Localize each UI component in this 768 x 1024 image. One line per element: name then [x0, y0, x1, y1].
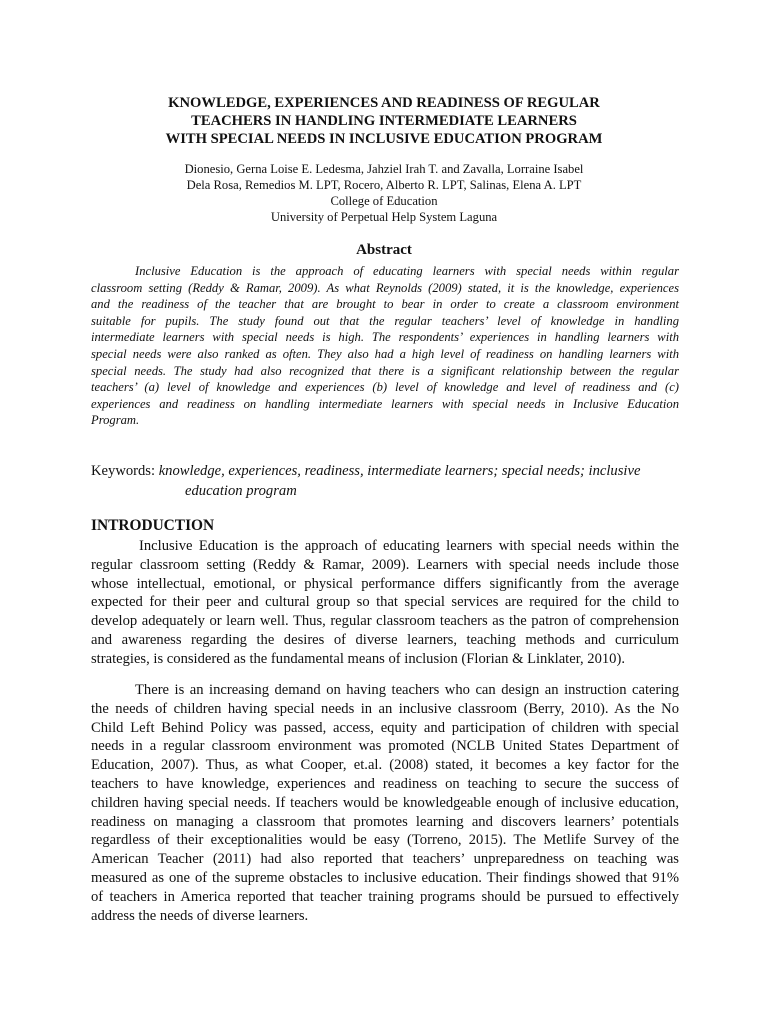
keywords-text: knowledge, experiences, readiness, intermediate learners; special needs; inclusive	[158, 463, 641, 479]
abstract-line: special needs were also ranked as often. They also had a high level of readiness on handling learners with	[91, 346, 679, 361]
paragraph-line: regular classroom setting (Reddy & Ramar, 2009). Learners with special needs include those	[91, 556, 679, 573]
keywords-text-continued: education program	[185, 483, 297, 499]
title-line: TEACHERS IN HANDLING INTERMEDIATE LEARNERS	[191, 113, 577, 129]
title-line: WITH SPECIAL NEEDS IN INCLUSIVE EDUCATION PROGRAM	[165, 131, 603, 147]
keywords-label: Keywords:	[91, 463, 156, 479]
abstract-line: Inclusive Education is the approach of educating learners with special needs within regular	[135, 264, 679, 278]
paragraph-line: expected for their peer and cultural group so that special services are required for the child to	[91, 594, 679, 611]
paragraph-line: Inclusive Education is the approach of educating learners with special needs within the	[139, 538, 679, 554]
paragraph-line: readiness on managing a classroom that promotes learning and discovers learners’ potentials	[91, 813, 679, 830]
paragraph-line: develop adequately or learn well. Thus, regular classroom teachers as the patron of comprehension	[91, 613, 679, 630]
paragraph-line: of teachers in America reported that teacher training programs should be pursued to effectively	[91, 888, 679, 905]
abstract-line: special needs. The study had also recognized that there is a significant relationship between the regular	[91, 363, 679, 378]
abstract-line: Program.	[91, 413, 140, 428]
author-line: Dela Rosa, Remedios M. LPT, Rocero, Alberto R. LPT, Salinas, Elena A. LPT	[186, 178, 582, 192]
paragraph-line: strategies, is considered as the fundamental means of inclusion (Florian & Linklater, 2010).	[91, 650, 625, 667]
paragraph-line: Child Left Behind Policy was passed, access, equity and participation of children with special	[91, 719, 679, 736]
paragraph-line: regardless of their exceptionalities would be easy (Torreno, 2015). The Metlife Survey of the	[91, 832, 679, 849]
abstract-line: teachers’ (a) level of knowledge and experiences (b) level of knowledge and level of readiness and (c)	[91, 380, 679, 395]
paragraph-line: address the needs of diverse learners.	[91, 907, 309, 924]
paper-title	[90, 94, 678, 148]
author-line: Dionesio, Gerna Loise E. Ledesma, Jahziel Irah T. and Zavalla, Lorraine Isabel	[184, 162, 584, 176]
abstract-line: classroom setting (Reddy & Ramar, 2009). As what Reynolds (2009) stated, it is the knowledge, experiences	[91, 280, 679, 295]
paragraph-line: There is an increasing demand on having teachers who can design an instruction catering	[135, 682, 679, 698]
paragraph-line: Education, 2007). Thus, as what Cooper, et.al. (2008) stated, it becomes a key factor for the	[91, 757, 679, 774]
title-line: KNOWLEDGE, EXPERIENCES AND READINESS OF REGULAR	[168, 95, 600, 111]
paragraph-line: children having special needs. If teachers would be knowledgeable enough of inclusive education,	[91, 794, 679, 811]
keywords-row	[91, 461, 679, 481]
abstract-line: experiences and readiness on handling intermediate learners with special needs in Inclusive Education	[91, 396, 679, 411]
paragraph-line: measured as one of the supreme obstacles to inclusive education. Their findings showed that 91%	[91, 869, 679, 886]
paragraph-line: and awareness regarding the desires of diverse learners, teaching methods and curriculum	[91, 631, 679, 648]
abstract-line: intermediate learners with special needs is high. The respondents’ experiences in handling learners with	[91, 330, 679, 345]
keywords-block	[91, 461, 679, 501]
paragraph-line: the needs of children having special needs in an inclusive classroom (Berry, 2010). As the No	[91, 700, 679, 717]
paragraph-line: teachers to have knowledge, experiences and readiness on teaching to secure the success of	[91, 775, 679, 792]
abstract-line: and the readiness of the teacher that are brought to bear in order to create a classroom environment	[91, 297, 679, 312]
abstract-text	[91, 263, 679, 429]
paragraph-line: whose intellectual, emotional, or physical performance differs significantly from the average	[91, 575, 679, 592]
abstract-line: suitable for pupils. The study found out that the regular teachers’ level of knowledge in handling	[91, 313, 679, 328]
paragraph-line: American Teacher (2011) had also reported that teachers’ unpreparedness on teaching was	[91, 851, 679, 868]
paragraph-line: needs in a regular classroom environment was promoted (NCLB United States Department of	[91, 738, 679, 755]
introduction-paragraph-1	[91, 537, 679, 669]
affiliation-college: College of Education	[330, 194, 438, 208]
abstract-heading: Abstract	[356, 242, 412, 258]
introduction-heading: INTRODUCTION	[91, 517, 215, 534]
author-block	[90, 161, 678, 225]
introduction-paragraph-2	[91, 681, 679, 925]
affiliation-university: University of Perpetual Help System Laguna	[270, 210, 498, 224]
